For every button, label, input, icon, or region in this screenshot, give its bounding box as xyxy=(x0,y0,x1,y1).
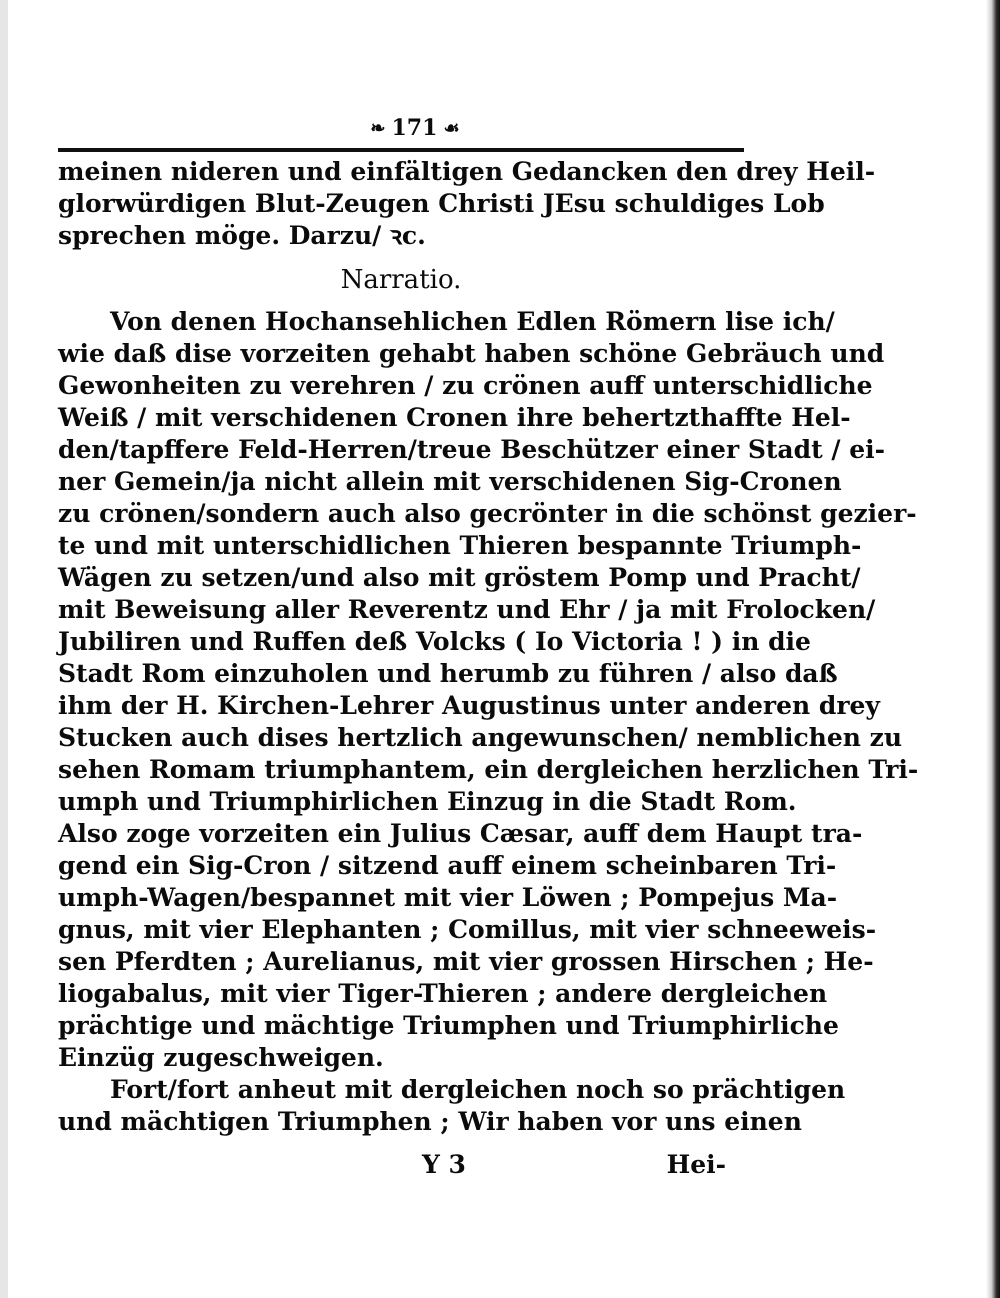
text-line: liogabalus, mit vier Tiger-Thieren ; andere dergleichen xyxy=(58,979,828,1008)
text-line: Stucken auch dises hertzlich angewunschen/ nemblichen zu xyxy=(58,723,903,752)
text-line: zu crönen/sondern auch also gecrönter in die schönst gezier- xyxy=(58,499,917,528)
text-line: und mächtigen Triumphen ; Wir haben vor uns einen xyxy=(58,1107,802,1136)
page-footer xyxy=(58,1150,744,1186)
text-line: gnus, mit vier Elephanten ; Comillus, mit vier schneeweis- xyxy=(58,915,877,944)
text-line: umph und Triumphirlichen Einzug in die Stadt Rom. xyxy=(58,787,797,816)
text-line: sehen Romam triumphantem, ein dergleichen herzlichen Tri- xyxy=(58,755,919,784)
page-edge-right xyxy=(986,0,1000,1298)
text-line: Stadt Rom einzuholen und herumb zu führen / also daß xyxy=(58,659,838,688)
text-line: ner Gemein/ja nicht allein mit verschidenen Sig-Cronen xyxy=(58,467,842,496)
text-line: mit Beweisung aller Reverentz und Ehr / ja mit Frolocken/ xyxy=(58,595,876,624)
page-number: 171 xyxy=(391,115,438,141)
text-line: gend ein Sig-Cron / sitzend auff einem scheinbaren Tri- xyxy=(58,851,837,880)
text-line: Wägen zu setzen/und also mit gröstem Pomp und Pracht/ xyxy=(58,563,861,592)
closing-paragraph xyxy=(58,1074,846,1138)
signature-mark: Y 3 xyxy=(422,1150,466,1179)
text-line: meinen nideren und einfältigen Gedancken den drey Heil- xyxy=(58,157,876,186)
text-line: Weiß / mit verschidenen Cronen ihre behertzthaffte Hel- xyxy=(58,403,851,432)
text-line: sen Pferdten ; Aurelianus, mit vier grossen Hirschen ; He- xyxy=(58,947,874,976)
narratio-paragraph xyxy=(58,306,919,1074)
page-header xyxy=(340,112,490,144)
text-line: Jubiliren und Ruffen deß Volcks ( Io Victoria ! ) in die xyxy=(58,627,811,656)
text-line: Von denen Hochansehlichen Edlen Römern lise ich/ xyxy=(110,307,835,336)
section-heading: Narratio. xyxy=(340,265,462,295)
ornament-right-icon: ☙ xyxy=(443,117,460,139)
page-text xyxy=(58,156,919,1138)
text-line: glorwürdigen Blut-Zeugen Christi JEsu schuldiges Lob xyxy=(58,189,825,218)
catchword: Hei- xyxy=(666,1150,726,1179)
text-line: Einzüg zugeschweigen. xyxy=(58,1043,384,1072)
text-line: wie daß dise vorzeiten gehabt haben schöne Gebräuch und xyxy=(58,339,885,368)
page-edge-left xyxy=(0,0,8,1298)
text-line: Fort/fort anheut mit dergleichen noch so prächtigen xyxy=(110,1075,846,1104)
text-line: Gewonheiten zu verehren / zu crönen auff unterschidliche xyxy=(58,371,873,400)
text-line: den/tapffere Feld-Herren/treue Beschützer einer Stadt / ei- xyxy=(58,435,885,464)
text-line: ihm der H. Kirchen-Lehrer Augustinus unter anderen drey xyxy=(58,691,880,720)
text-line: umph-Wagen/bespannet mit vier Löwen ; Pompejus Ma- xyxy=(58,883,838,912)
ornament-left-icon: ❧ xyxy=(370,117,386,139)
header-rule xyxy=(58,148,744,152)
text-line: Also zoge vorzeiten ein Julius Cæsar, auff dem Haupt tra- xyxy=(58,819,863,848)
text-line: te und mit unterschidlichen Thieren bespannte Triumph- xyxy=(58,531,862,560)
text-line: prächtige und mächtige Triumphen und Triumphirliche xyxy=(58,1011,839,1040)
intro-paragraph xyxy=(58,156,876,252)
text-line: sprechen möge. Darzu/ ꝛc. xyxy=(58,221,426,250)
